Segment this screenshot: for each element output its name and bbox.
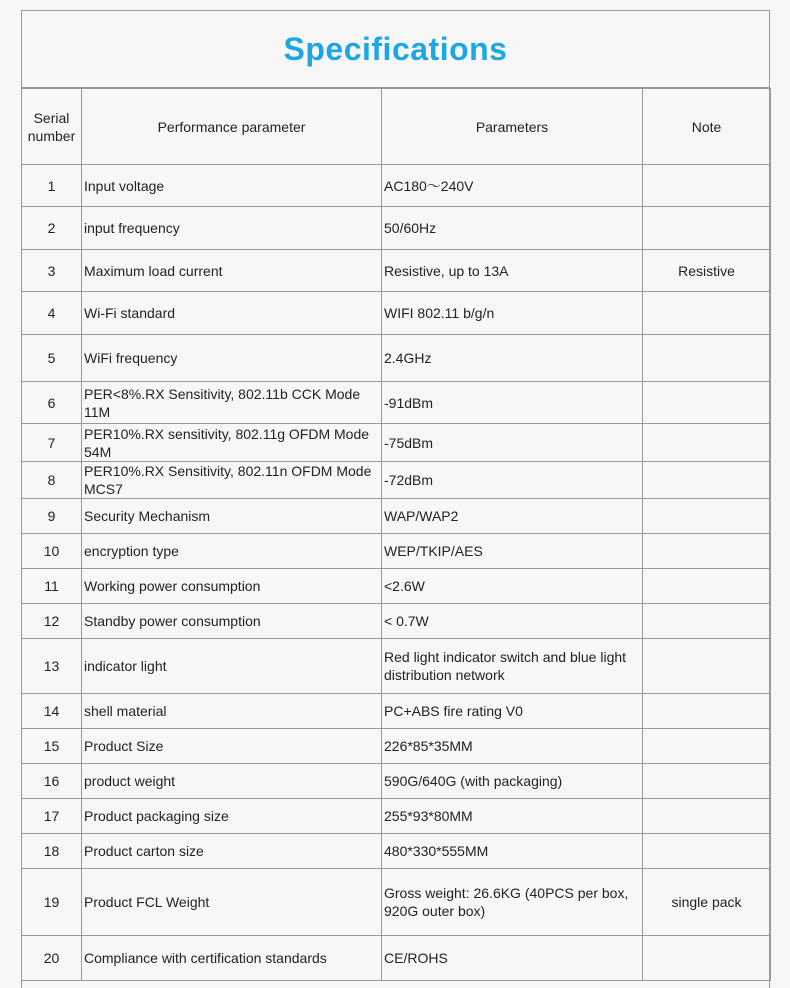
value-cell: CE/ROHS xyxy=(382,936,643,981)
note-cell xyxy=(643,694,771,729)
serial-cell: 4 xyxy=(22,292,82,335)
table-row xyxy=(22,207,771,250)
value-cell: -91dBm xyxy=(382,382,643,424)
note-cell xyxy=(643,799,771,834)
table-row xyxy=(22,694,771,729)
parameter-cell: Product FCL Weight xyxy=(82,869,382,936)
table-row xyxy=(22,335,771,382)
value-cell: PC+ABS fire rating V0 xyxy=(382,694,643,729)
serial-cell: 8 xyxy=(22,462,82,499)
parameter-cell: Product carton size xyxy=(82,834,382,869)
note-cell xyxy=(643,207,771,250)
value-cell: Red light indicator switch and blue light distribution network xyxy=(382,639,643,694)
note-cell xyxy=(643,462,771,499)
spec-sheet xyxy=(21,10,770,988)
table-row xyxy=(22,834,771,869)
value-cell: WEP/TKIP/AES xyxy=(382,534,643,569)
value-cell: Gross weight: 26.6KG (40PCS per box, 920G outer box) xyxy=(382,869,643,936)
serial-cell: 13 xyxy=(22,639,82,694)
column-header-note: Note xyxy=(643,89,771,165)
parameter-cell: Working power consumption xyxy=(82,569,382,604)
parameter-cell: encryption type xyxy=(82,534,382,569)
serial-cell: 6 xyxy=(22,382,82,424)
table-row xyxy=(22,639,771,694)
parameter-cell: Wi-Fi standard xyxy=(82,292,382,335)
parameter-cell: Maximum load current xyxy=(82,250,382,292)
table-row xyxy=(22,799,771,834)
table-header-row xyxy=(22,89,771,165)
note-cell xyxy=(643,639,771,694)
parameter-cell: Product packaging size xyxy=(82,799,382,834)
parameter-cell: input frequency xyxy=(82,207,382,250)
note-cell xyxy=(643,729,771,764)
value-cell: WIFI 802.11 b/g/n xyxy=(382,292,643,335)
table-row xyxy=(22,424,771,462)
parameter-cell: PER<8%.RX Sensitivity, 802.11b CCK Mode 11M xyxy=(82,382,382,424)
note-cell xyxy=(643,534,771,569)
serial-cell: 16 xyxy=(22,764,82,799)
value-cell: 50/60Hz xyxy=(382,207,643,250)
value-cell: 255*93*80MM xyxy=(382,799,643,834)
table-row xyxy=(22,729,771,764)
serial-cell: 1 xyxy=(22,165,82,207)
value-cell: 480*330*555MM xyxy=(382,834,643,869)
table-row xyxy=(22,569,771,604)
note-cell xyxy=(643,424,771,462)
table-row xyxy=(22,936,771,981)
value-cell: AC180～240V xyxy=(382,165,643,207)
table-row xyxy=(22,382,771,424)
parameter-cell: Security Mechanism xyxy=(82,499,382,534)
table-row xyxy=(22,250,771,292)
note-cell xyxy=(643,382,771,424)
parameter-cell: indicator light xyxy=(82,639,382,694)
serial-cell: 9 xyxy=(22,499,82,534)
parameter-cell: Compliance with certification standards xyxy=(82,936,382,981)
note-cell xyxy=(643,499,771,534)
serial-cell: 14 xyxy=(22,694,82,729)
parameter-cell: Input voltage xyxy=(82,165,382,207)
serial-cell: 19 xyxy=(22,869,82,936)
parameter-cell: PER10%.RX sensitivity, 802.11g OFDM Mode 54M xyxy=(82,424,382,462)
parameter-cell: Product Size xyxy=(82,729,382,764)
table-row xyxy=(22,499,771,534)
value-cell: -75dBm xyxy=(382,424,643,462)
table-row xyxy=(22,869,771,936)
column-header-performance: Performance parameter xyxy=(82,89,382,165)
serial-cell: 12 xyxy=(22,604,82,639)
serial-cell: 2 xyxy=(22,207,82,250)
note-cell xyxy=(643,604,771,639)
spec-table xyxy=(21,88,771,981)
note-cell xyxy=(643,335,771,382)
serial-cell: 3 xyxy=(22,250,82,292)
serial-cell: 17 xyxy=(22,799,82,834)
table-row xyxy=(22,292,771,335)
value-cell: 2.4GHz xyxy=(382,335,643,382)
table-row xyxy=(22,604,771,639)
parameter-cell: product weight xyxy=(82,764,382,799)
note-cell: single pack xyxy=(643,869,771,936)
serial-cell: 5 xyxy=(22,335,82,382)
parameter-cell: Standby power consumption xyxy=(82,604,382,639)
table-row xyxy=(22,764,771,799)
parameter-cell: shell material xyxy=(82,694,382,729)
parameter-cell: WiFi frequency xyxy=(82,335,382,382)
note-cell xyxy=(643,292,771,335)
value-cell: -72dBm xyxy=(382,462,643,499)
table-row xyxy=(22,165,771,207)
column-header-serial: Serial number xyxy=(22,89,82,165)
value-cell: <2.6W xyxy=(382,569,643,604)
note-cell: Resistive xyxy=(643,250,771,292)
value-cell: < 0.7W xyxy=(382,604,643,639)
table-row xyxy=(22,534,771,569)
value-cell: 226*85*35MM xyxy=(382,729,643,764)
note-cell xyxy=(643,569,771,604)
note-cell xyxy=(643,834,771,869)
table-row xyxy=(22,462,771,499)
note-cell xyxy=(643,165,771,207)
column-header-parameters: Parameters xyxy=(382,89,643,165)
value-cell: WAP/WAP2 xyxy=(382,499,643,534)
serial-cell: 20 xyxy=(22,936,82,981)
note-cell xyxy=(643,936,771,981)
value-cell: 590G/640G (with packaging) xyxy=(382,764,643,799)
serial-cell: 7 xyxy=(22,424,82,462)
parameter-cell: PER10%.RX Sensitivity, 802.11n OFDM Mode MCS7 xyxy=(82,462,382,499)
page-title: Specifications xyxy=(22,11,769,88)
serial-cell: 11 xyxy=(22,569,82,604)
value-cell: Resistive, up to 13A xyxy=(382,250,643,292)
serial-cell: 15 xyxy=(22,729,82,764)
serial-cell: 18 xyxy=(22,834,82,869)
serial-cell: 10 xyxy=(22,534,82,569)
note-cell xyxy=(643,764,771,799)
